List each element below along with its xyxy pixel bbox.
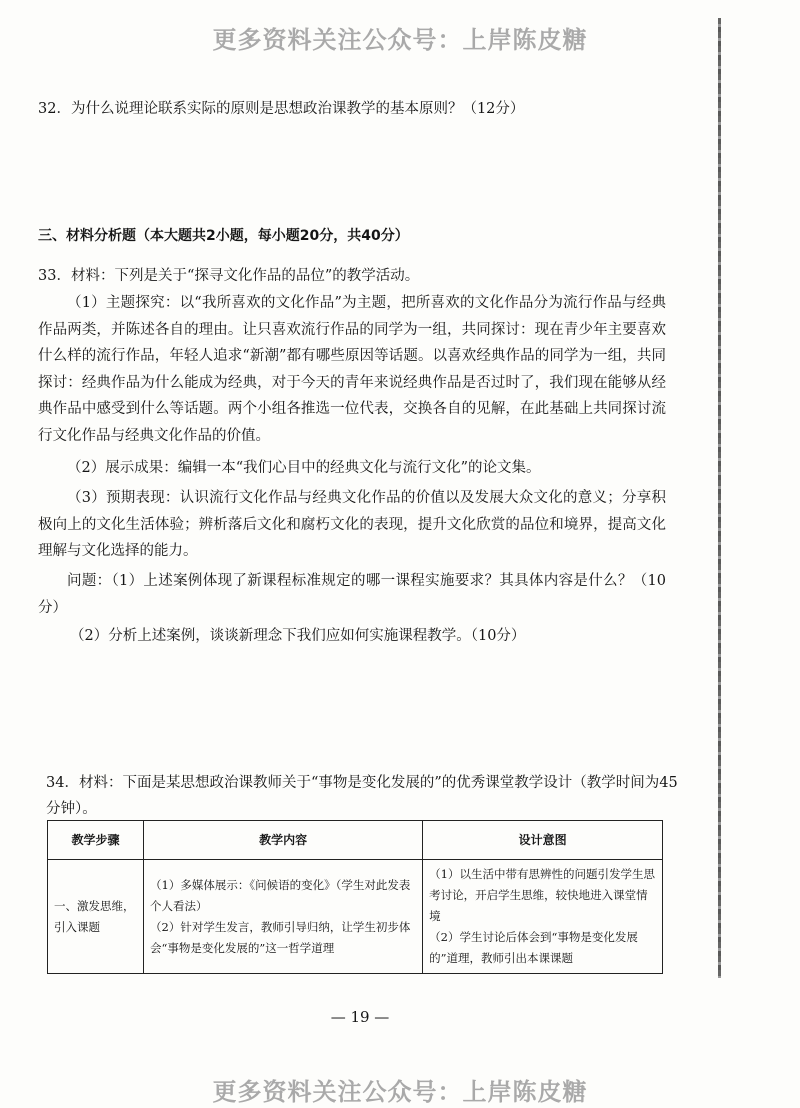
section-3-heading: 三、材料分析题（本大题共2小题，每小题20分，共40分）: [38, 228, 409, 244]
table-row: [48, 860, 663, 974]
cell-intent: [423, 860, 663, 974]
header-teaching-content: 教学内容: [144, 821, 423, 860]
step-line: 引入课题: [54, 919, 100, 934]
question-32: 32．为什么说理论联系实际的原则是思想政治课教学的基本原则？（12分）: [38, 101, 525, 117]
watermark-bottom: 更多资料关注公众号：上岸陈皮糖: [212, 1078, 588, 1106]
header-teaching-step: 教学步骤: [48, 821, 144, 860]
table-header-row: [48, 821, 663, 860]
q33-question-1: 问题：（1）上述案例体现了新课程标准规定的哪一课程实施要求？其具体内容是什么？（10分）: [38, 573, 666, 616]
question-33-intro: 33．材料：下列是关于“探寻文化作品的品位”的教学活动。: [38, 268, 420, 284]
q33-item-1: （1）主题探究：以“我所喜欢的文化作品”为主题，把所喜欢的文化作品分为流行作品与经典作品两类，并陈述各自的理由。让只喜欢流行作品的同学为一组，共同探讨：现在青少年主要喜欢什么样的流行作品，年轻人追求“新潮”都有哪些原因等话题。以喜欢经典作品的同学为一组，共同探讨：经典作品为什么能成为经典，对于今天的青年来说经典作品是否过时了，我们现在能够从经典作品中感受到什么等话题。两个小组各推选一位代表，交换各自的见解，在此基础上共同探讨流行文化作品与经典文化作品的价值。: [38, 295, 666, 444]
watermark-top: 更多资料关注公众号：上岸陈皮糖: [212, 26, 588, 54]
q33-question-2: （2）分析上述案例，谈谈新理念下我们应如何实施课程教学。（10分）: [70, 628, 526, 644]
scan-edge-line: [718, 18, 721, 978]
q33-item-2: （2）展示成果：编辑一本“我们心目中的经典文化与流行文化”的论文集。: [67, 460, 541, 476]
cell-content: [144, 860, 423, 974]
content-item: （2）针对学生发言，教师引导归纳，让学生初步体会“事物是变化发展的”这一哲学道理: [150, 919, 411, 955]
content-item: （1）多媒体展示：《问候语的变化》（学生对此发表个人看法）: [150, 877, 411, 913]
q33-item-3: （3）预期表现：认识流行文化作品与经典文化作品的价值以及发展大众文化的意义；分享积极向上的文化生活体验；辨析落后文化和腐朽文化的表现，提升文化欣赏的品位和境界，提高文化理解与文化选择的能力。: [38, 490, 666, 559]
cell-step: [48, 860, 144, 974]
intent-item: （2）学生讨论后体会到“事物是变化发展的”道理，教师引出本课课题: [429, 930, 638, 965]
lesson-plan-table: [47, 820, 663, 974]
header-design-intent: 设计意图: [423, 821, 663, 860]
question-34-intro: 34．材料：下面是某思想政治课教师关于“事物是变化发展的”的优秀课堂教学设计（教学时间为45分钟）。: [46, 775, 678, 817]
step-line: 一、激发思维，: [54, 898, 135, 913]
intent-item: （1）以生活中带有思辨性的问题引发学生思考讨论，开启学生思维，较快地进入课堂情境: [429, 867, 655, 923]
page-number: — 19 —: [330, 1008, 390, 1026]
